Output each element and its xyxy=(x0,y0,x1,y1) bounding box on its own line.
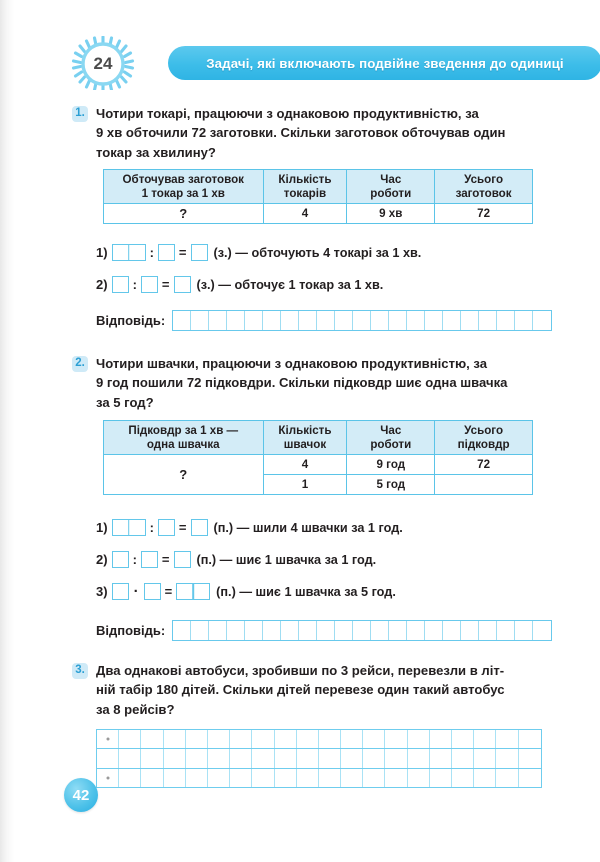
grid-cell[interactable] xyxy=(141,749,163,767)
answer-cell[interactable] xyxy=(245,621,263,640)
grid-cell[interactable] xyxy=(341,730,363,748)
table-header-row xyxy=(104,170,533,204)
answer-cell[interactable] xyxy=(317,621,335,640)
th-covers-per-seamstress xyxy=(104,421,264,455)
task-3-text-line3: за 8 рейсів? xyxy=(96,701,175,717)
task-2-text-line3: за 5 год? xyxy=(96,394,154,410)
grid-cell[interactable] xyxy=(430,730,452,748)
grid-cell[interactable] xyxy=(408,730,430,748)
grid-cell[interactable] xyxy=(208,749,230,767)
eq-equals-sign: = xyxy=(164,584,173,599)
eq-input-box-b[interactable] xyxy=(144,583,161,600)
cell-unknown[interactable]: ? xyxy=(104,204,264,224)
answer-cell[interactable] xyxy=(191,311,209,330)
eq-result-box[interactable] xyxy=(174,551,191,568)
eq-description: (п.) — шиє 1 швачка за 1 год. xyxy=(196,552,377,567)
grid-cell-dot-marker[interactable] xyxy=(97,730,119,748)
grid-cell[interactable] xyxy=(297,749,319,767)
th-work-per-turner xyxy=(104,170,264,204)
sunburst-icon xyxy=(58,36,148,90)
answer-cell[interactable] xyxy=(353,621,371,640)
answer-cell[interactable] xyxy=(263,621,281,640)
grid-cell[interactable] xyxy=(474,749,496,767)
task-2-table xyxy=(103,420,533,495)
grid-cell[interactable] xyxy=(97,749,119,767)
th-line1: Час xyxy=(380,172,402,186)
eq-label: 2) xyxy=(96,277,108,292)
task-1-text-line3: токар за хвилину? xyxy=(96,144,216,160)
th-total-covers xyxy=(435,421,533,455)
eq-label: 1) xyxy=(96,245,108,260)
grid-cell[interactable] xyxy=(119,769,141,787)
answer-cell[interactable] xyxy=(281,621,299,640)
task-2-answer-row xyxy=(96,620,552,641)
answer-cell[interactable] xyxy=(461,311,479,330)
th-line1: Усього xyxy=(464,423,504,437)
task-3-work-grid[interactable] xyxy=(96,729,542,788)
cell-total-covers: 72 xyxy=(435,455,533,475)
task-1 xyxy=(72,104,544,162)
lesson-header xyxy=(58,36,564,90)
eq-input-box-a[interactable] xyxy=(112,551,129,568)
grid-cell[interactable] xyxy=(230,730,252,748)
th-turner-count xyxy=(263,170,347,204)
th-line1: Час xyxy=(380,423,402,437)
th-line1: Усього xyxy=(464,172,504,186)
answer-cell[interactable] xyxy=(497,621,515,640)
task-2-text-line1: Чотири швачки, працюючи з однаковою продуктивністю, за xyxy=(96,356,488,371)
answer-cell[interactable] xyxy=(245,311,263,330)
th-line2: підковдр xyxy=(457,437,510,451)
th-line2: одна швачка xyxy=(146,437,220,451)
grid-cell[interactable] xyxy=(252,730,274,748)
cell-work-time: 5 год xyxy=(347,475,435,495)
answer-cell[interactable] xyxy=(389,621,407,640)
answer-cell[interactable] xyxy=(299,311,317,330)
answer-input-cells[interactable] xyxy=(172,620,552,641)
grid-cell[interactable] xyxy=(474,730,496,748)
grid-cell[interactable] xyxy=(186,749,208,767)
grid-row xyxy=(97,730,541,748)
eq-equals-sign: = xyxy=(178,245,187,260)
grid-cell[interactable] xyxy=(452,730,474,748)
answer-cell[interactable] xyxy=(263,311,281,330)
task-3-text-line1: Два однакові автобуси, зробивши по 3 рейси, перевезли в літ- xyxy=(96,663,505,678)
eq-result-box[interactable] xyxy=(174,276,191,293)
grid-cell[interactable] xyxy=(297,730,319,748)
grid-cell[interactable] xyxy=(408,749,430,767)
answer-cell[interactable] xyxy=(371,311,389,330)
eq-label: 3) xyxy=(96,584,108,599)
lesson-number: 24 xyxy=(93,53,113,73)
grid-row xyxy=(97,748,541,767)
answer-label: Відповідь: xyxy=(96,313,166,328)
lesson-title-banner xyxy=(168,46,600,80)
answer-cell[interactable] xyxy=(335,621,353,640)
grid-cell[interactable] xyxy=(164,749,186,767)
grid-cell[interactable] xyxy=(275,730,297,748)
task-3-number: 3. xyxy=(72,663,88,679)
grid-cell[interactable] xyxy=(341,749,363,767)
task-1-number: 1. xyxy=(72,106,88,122)
task-1-answer-row xyxy=(96,310,552,331)
eq-operator: : xyxy=(132,277,137,292)
grid-cell[interactable] xyxy=(519,769,541,787)
grid-cell[interactable] xyxy=(164,730,186,748)
answer-cell[interactable] xyxy=(479,311,497,330)
answer-cell[interactable] xyxy=(443,621,461,640)
grid-cell[interactable] xyxy=(385,749,407,767)
grid-cell[interactable] xyxy=(496,730,518,748)
th-line2: заготовок xyxy=(455,186,512,200)
answer-cell[interactable] xyxy=(497,311,515,330)
grid-cell-dot-marker[interactable] xyxy=(97,769,119,787)
task-1-text-line1: Чотири токарі, працюючи з однаковою продуктивністю, за xyxy=(96,106,479,121)
grid-cell[interactable] xyxy=(430,749,452,767)
eq-operator: : xyxy=(149,520,154,535)
task-2 xyxy=(72,354,544,412)
answer-cell[interactable] xyxy=(443,311,461,330)
grid-cell[interactable] xyxy=(275,749,297,767)
answer-cell[interactable] xyxy=(371,621,389,640)
eq-description: (з.) — обточують 4 токарі за 1 хв. xyxy=(213,245,422,260)
cell-seamstress-count: 4 xyxy=(263,455,347,475)
grid-cell[interactable] xyxy=(363,749,385,767)
grid-cell[interactable] xyxy=(496,749,518,767)
answer-cell[interactable] xyxy=(227,311,245,330)
task-2-number: 2. xyxy=(72,356,88,372)
grid-cell[interactable] xyxy=(319,730,341,748)
task-2-equation-3 xyxy=(96,583,396,600)
answer-cell[interactable] xyxy=(191,621,209,640)
eq-result-box[interactable] xyxy=(191,244,208,261)
lesson-title: Задачі, які включають подвійне зведення до одиниці xyxy=(206,55,564,71)
answer-cell[interactable] xyxy=(353,311,371,330)
answer-cell[interactable] xyxy=(173,621,191,640)
eq-input-box-a[interactable] xyxy=(112,276,129,293)
answer-cell[interactable] xyxy=(479,621,497,640)
eq-operator: · xyxy=(133,582,139,600)
eq-input-box-a[interactable] xyxy=(112,244,146,261)
th-line1: Кількість xyxy=(278,423,332,437)
answer-cell[interactable] xyxy=(461,621,479,640)
th-total-blanks xyxy=(435,170,533,204)
table-row xyxy=(104,455,533,475)
grid-cell[interactable] xyxy=(252,769,274,787)
answer-input-cells[interactable] xyxy=(172,310,552,331)
th-line1: Підковдр за 1 хв — xyxy=(128,423,239,437)
grid-cell[interactable] xyxy=(186,730,208,748)
eq-input-box-b[interactable] xyxy=(141,551,158,568)
grid-cell[interactable] xyxy=(208,730,230,748)
answer-cell[interactable] xyxy=(317,311,335,330)
grid-cell[interactable] xyxy=(208,769,230,787)
page-number: 42 xyxy=(64,778,98,812)
answer-cell[interactable] xyxy=(425,621,443,640)
answer-cell[interactable] xyxy=(209,621,227,640)
task-3-text xyxy=(96,661,544,719)
th-seamstress-count xyxy=(263,421,347,455)
answer-cell[interactable] xyxy=(299,621,317,640)
cell-total-blanks: 72 xyxy=(435,204,533,224)
grid-cell[interactable] xyxy=(341,769,363,787)
grid-cell[interactable] xyxy=(230,749,252,767)
answer-cell[interactable] xyxy=(425,311,443,330)
task-1-equation-1 xyxy=(96,244,421,261)
task-2-text-line2: 9 год пошили 72 підковдри. Скільки підковдр шиє одна швачка xyxy=(96,375,508,391)
answer-cell[interactable] xyxy=(407,311,425,330)
grid-row xyxy=(97,768,541,787)
task-1-text xyxy=(96,104,544,162)
grid-cell[interactable] xyxy=(496,769,518,787)
grid-cell[interactable] xyxy=(408,769,430,787)
grid-cell[interactable] xyxy=(474,769,496,787)
eq-label: 1) xyxy=(96,520,108,535)
grid-cell[interactable] xyxy=(164,769,186,787)
grid-cell[interactable] xyxy=(385,769,407,787)
answer-cell[interactable] xyxy=(173,311,191,330)
task-1-text-line2: 9 хв обточили 72 заготовки. Скільки заготовок обточував один xyxy=(96,125,506,141)
cell-turner-count: 4 xyxy=(263,204,347,224)
grid-cell[interactable] xyxy=(141,730,163,748)
eq-description: (п.) — шили 4 швачки за 1 год. xyxy=(213,520,403,535)
eq-operator: : xyxy=(132,552,137,567)
answer-cell[interactable] xyxy=(335,311,353,330)
grid-cell[interactable] xyxy=(519,730,541,748)
th-work-time xyxy=(347,170,435,204)
task-3 xyxy=(72,661,544,719)
cell-work-time: 9 хв xyxy=(347,204,435,224)
answer-cell[interactable] xyxy=(407,621,425,640)
eq-input-box-b[interactable] xyxy=(141,276,158,293)
eq-description: (п.) — шиє 1 швачка за 5 год. xyxy=(216,584,396,599)
eq-input-box-b[interactable] xyxy=(158,244,175,261)
eq-equals-sign: = xyxy=(178,520,187,535)
th-work-time xyxy=(347,421,435,455)
eq-label: 2) xyxy=(96,552,108,567)
answer-label: Відповідь: xyxy=(96,623,166,638)
grid-cell[interactable] xyxy=(141,769,163,787)
answer-cell[interactable] xyxy=(533,621,551,640)
th-line1: Обточував заготовок xyxy=(122,172,244,186)
eq-input-box-b[interactable] xyxy=(158,519,175,536)
task-3-text-line2: ній табір 180 дітей. Скільки дітей перевезе один такий автобус xyxy=(96,682,505,698)
grid-cell[interactable] xyxy=(319,769,341,787)
th-line2: роботи xyxy=(370,186,412,200)
grid-cell[interactable] xyxy=(363,769,385,787)
answer-cell[interactable] xyxy=(227,621,245,640)
table-header-row xyxy=(104,421,533,455)
grid-cell[interactable] xyxy=(319,749,341,767)
grid-cell[interactable] xyxy=(119,749,141,767)
grid-cell[interactable] xyxy=(452,769,474,787)
eq-operator: : xyxy=(149,245,154,260)
th-line1: Кількість xyxy=(278,172,332,186)
cell-unknown-merged[interactable]: ? xyxy=(104,455,264,495)
grid-cell[interactable] xyxy=(430,769,452,787)
grid-cell[interactable] xyxy=(297,769,319,787)
grid-cell[interactable] xyxy=(119,730,141,748)
grid-cell[interactable] xyxy=(186,769,208,787)
grid-cell[interactable] xyxy=(519,749,541,767)
eq-input-box-a[interactable] xyxy=(112,583,129,600)
th-line2: токарів xyxy=(283,186,327,200)
grid-cell[interactable] xyxy=(385,730,407,748)
eq-equals-sign: = xyxy=(161,277,170,292)
task-2-text xyxy=(96,354,544,412)
th-line2: швачок xyxy=(283,437,327,451)
task-1-table xyxy=(103,169,533,224)
grid-cell[interactable] xyxy=(230,769,252,787)
eq-result-box[interactable] xyxy=(176,583,210,600)
task-1-equation-2 xyxy=(96,276,383,293)
eq-result-box[interactable] xyxy=(191,519,208,536)
th-line2: роботи xyxy=(370,437,412,451)
answer-cell[interactable] xyxy=(281,311,299,330)
grid-cell[interactable] xyxy=(275,769,297,787)
table-row xyxy=(104,204,533,224)
grid-cell[interactable] xyxy=(252,749,274,767)
cell-work-time: 9 год xyxy=(347,455,435,475)
cell-total-covers-blank[interactable] xyxy=(435,475,533,495)
answer-cell[interactable] xyxy=(389,311,407,330)
cell-seamstress-count: 1 xyxy=(263,475,347,495)
grid-cell[interactable] xyxy=(363,730,385,748)
answer-cell[interactable] xyxy=(209,311,227,330)
task-2-equation-2 xyxy=(96,551,376,568)
eq-description: (з.) — обточує 1 токар за 1 хв. xyxy=(196,277,384,292)
answer-cell[interactable] xyxy=(533,311,551,330)
eq-input-box-a[interactable] xyxy=(112,519,146,536)
answer-cell[interactable] xyxy=(515,621,533,640)
eq-equals-sign: = xyxy=(161,552,170,567)
task-2-equation-1 xyxy=(96,519,403,536)
th-line2: 1 токар за 1 хв xyxy=(141,186,225,200)
grid-cell[interactable] xyxy=(452,749,474,767)
answer-cell[interactable] xyxy=(515,311,533,330)
